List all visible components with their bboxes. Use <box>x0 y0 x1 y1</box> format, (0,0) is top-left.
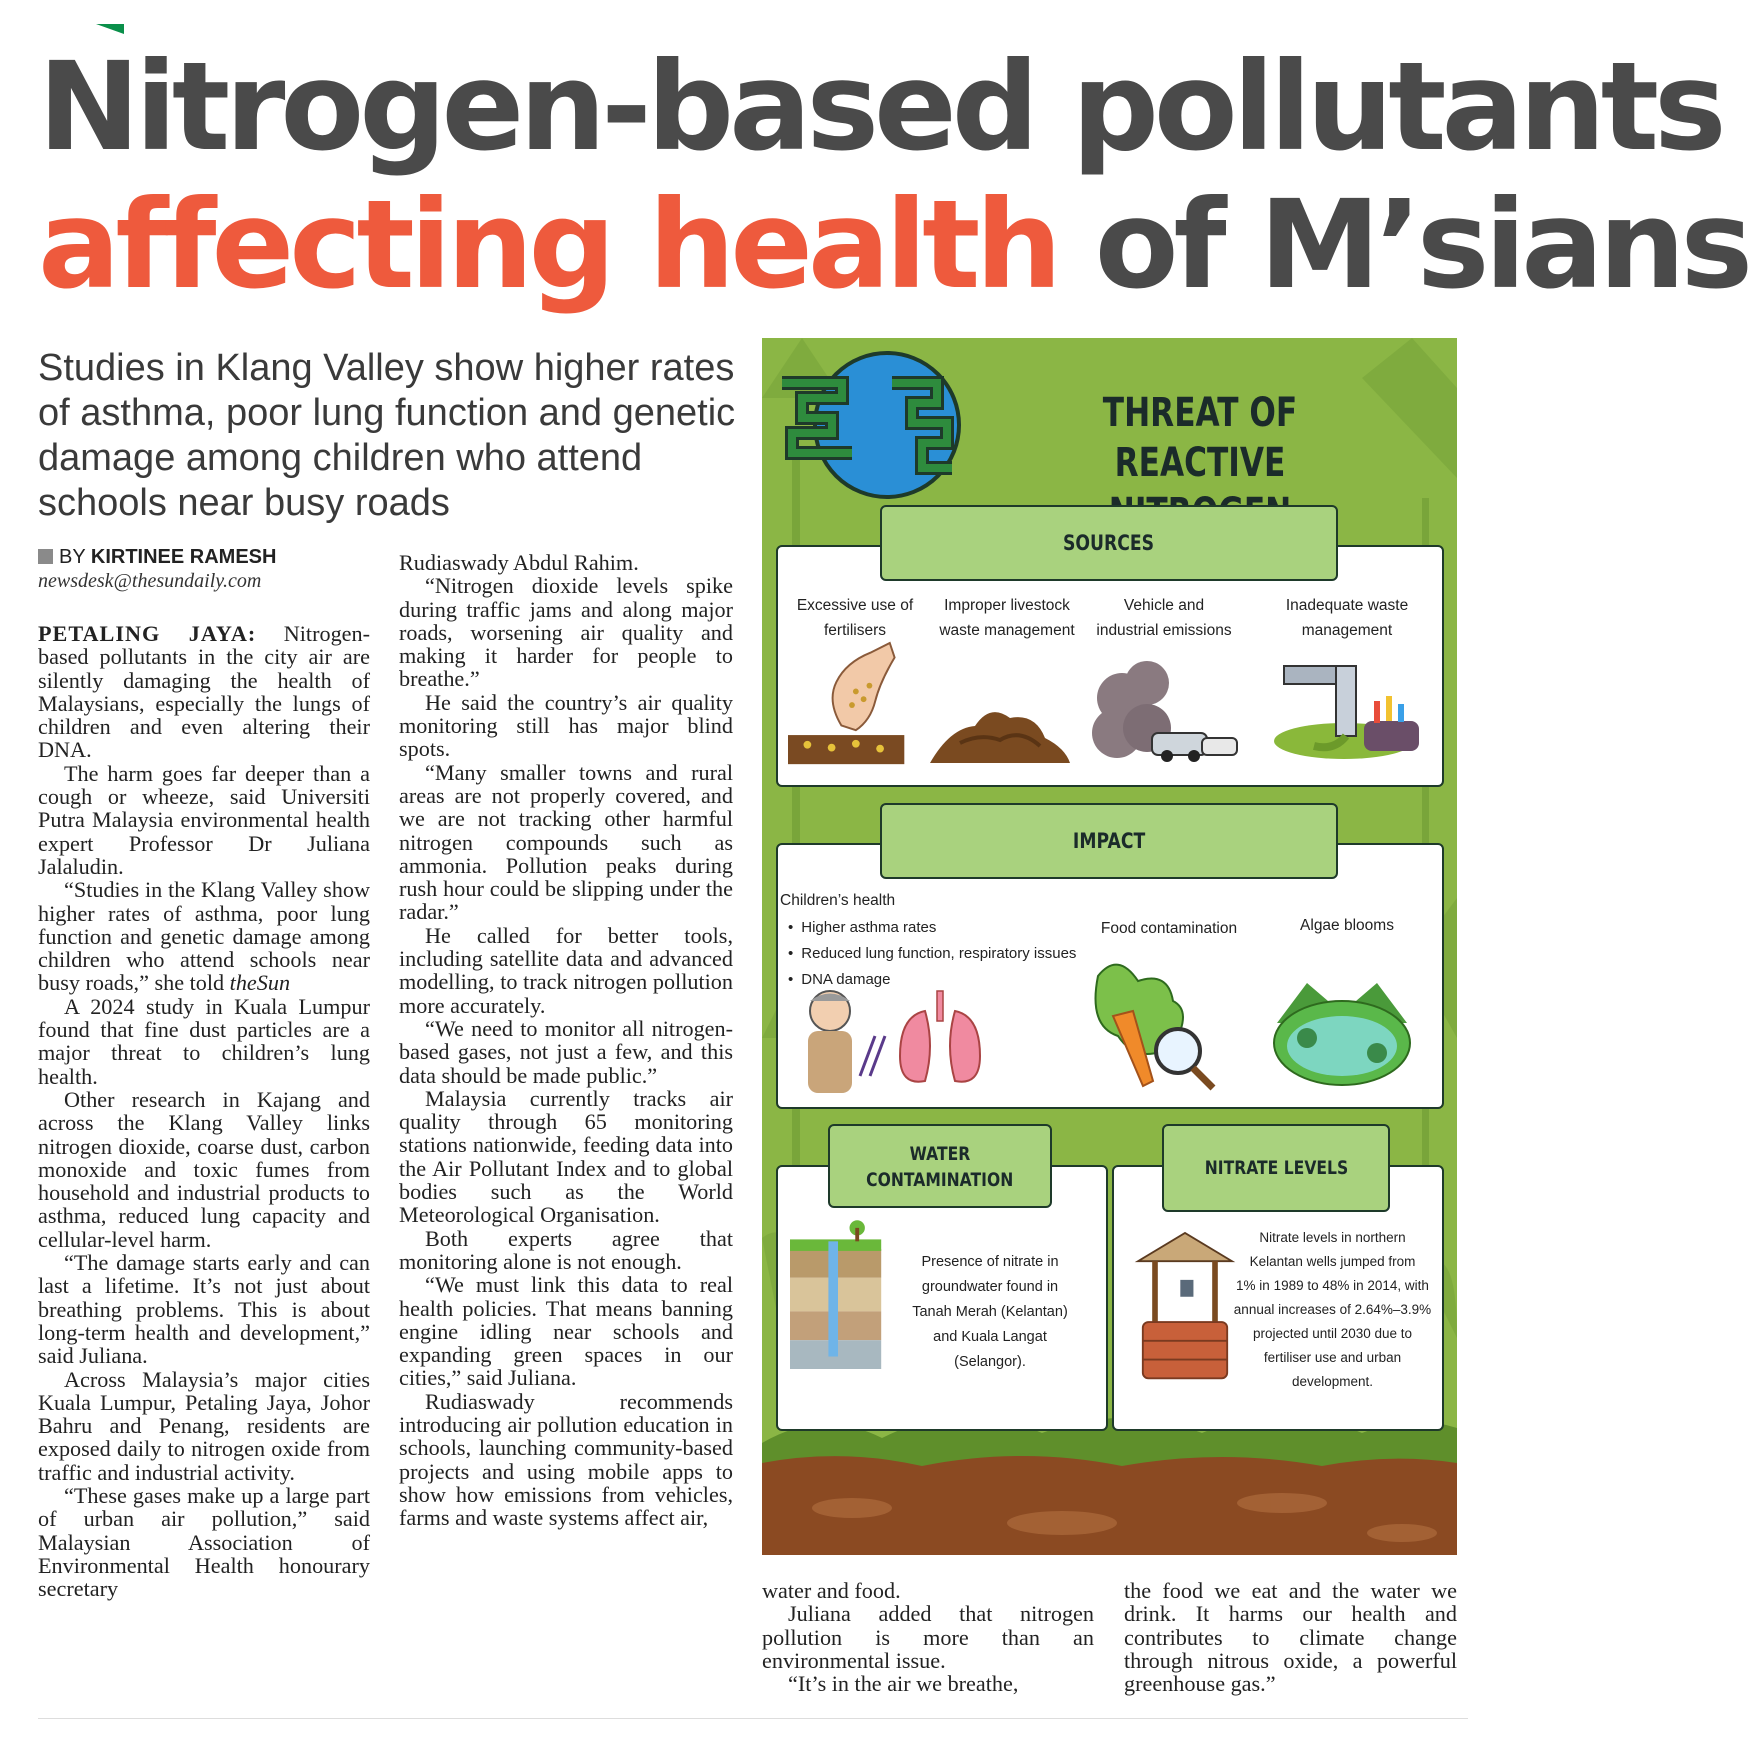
dateline: PETALING JAYA: <box>38 621 257 646</box>
article-paragraph <box>38 878 370 994</box>
sick-child-lungs-icon <box>800 986 1000 1096</box>
article-paragraph: Across Malaysia’s major cities Kuala Lumpur, Petaling Jaya, Johor Bahru and Penang, residents are exposed daily to nitrogen oxide from traffic and industrial activity. <box>38 1366 370 1485</box>
subheadline: Studies in Klang Valley show higher rates of asthma, poor lung function and genetic damage among children who attend schools near busy roads <box>38 347 736 524</box>
byline-author: KIRTINEE RAMESH <box>90 546 277 568</box>
headline-tail: of M’sians <box>1057 174 1748 316</box>
article-paragraph: Both experts agree that monitoring alone is not enough. <box>399 1225 733 1274</box>
article-paragraph: “The damage starts early and can last a lifetime. It’s not just about breathing problems. This is about long-term health and development,” said Juliana. <box>38 1250 370 1369</box>
article-paragraph: Other research in Kajang and across the Klang Valley links nitrogen dioxide, coarse dust, carbon monoxide and toxic fumes from household and industrial products to asthma, reduced lung capacity and cellular-level harm. <box>38 1086 370 1252</box>
article-paragraph: “We must link this data to real health policies. That means banning engine idling near schools and expanding green spaces in our cities,” said Juliana. <box>399 1272 733 1391</box>
earth-globe-icon <box>772 343 957 503</box>
article-paragraph: “It’s in the air we breathe, <box>788 1671 1019 1697</box>
groundwater-layers-icon <box>790 1218 886 1376</box>
water-contamination-text: Presence of nitrate in groundwater found in Tanah Merah (Kelantan) and Kuala Langat (Selangor). <box>912 1254 1068 1370</box>
article-paragraph: He called for better tools, including satellite data and advanced modelling, to track nitrogen pollution more accurately. <box>399 922 733 1018</box>
childrens-health-label: Children’s health <box>780 892 896 909</box>
article-column-3 <box>762 1579 1094 1695</box>
article-column-4 <box>1124 1579 1457 1695</box>
nitrate-levels-text: Nitrate levels in northern Kelantan wells jumped from 1% in 1989 to 48% in 2014, with annual increases of 2.64%–3.9% projected until 2030 due to fertiliser use and urban development. <box>1233 1230 1432 1389</box>
article-paragraph: Malaysia currently tracks air quality through 65 monitoring stations nationwide, feeding data into the Air Pollutant Index and to global bodies such as the World Meteorological Organisation. <box>399 1085 733 1228</box>
title-line-1: THREAT OF REACTIVE <box>1102 390 1298 486</box>
section-marker <box>96 24 124 34</box>
impact-heading: IMPACT <box>880 803 1338 879</box>
sources-heading: SOURCES <box>880 505 1338 581</box>
byline-square-icon <box>38 549 53 564</box>
water-well-icon <box>1137 1233 1233 1383</box>
article-paragraph: water and food. <box>762 1578 901 1603</box>
waste-pipe-icon <box>1274 656 1424 766</box>
fertiliser-hand-icon <box>788 643 914 769</box>
byline-prefix: BY <box>59 546 91 568</box>
article-paragraph: Juliana added that nitrogen pollution is more than an environmental issue. <box>762 1601 1094 1673</box>
source-fertilisers-label: Excessive use of fertilisers <box>796 597 914 639</box>
childrens-health-list <box>788 915 1076 993</box>
author-email[interactable]: newsdesk@thesundaily.com <box>38 570 262 592</box>
contaminated-vegetables-icon <box>1078 956 1218 1096</box>
article-paragraph: “We need to monitor all nitrogen-based gases, not just a few, and this data should be made public.” <box>399 1015 733 1088</box>
food-contamination-label: Food contamination <box>1100 920 1238 937</box>
article-paragraph: The harm goes far deeper than a cough or wheeze, said Universiti Putra Malaysia environmental health expert Professor Dr Juliana Jalaludin. <box>38 760 370 879</box>
list-item: • DNA damage <box>788 967 1076 993</box>
source-emissions-label: Vehicle and industrial emissions <box>1096 597 1232 639</box>
article-column-2 <box>399 551 733 1529</box>
infographic <box>762 338 1457 1555</box>
headline-line-1: Nitrogen-based pollutants <box>38 36 1722 178</box>
article-paragraph: “Nitrogen dioxide levels spike during traffic jams and along major roads, worsening air quality and making it harder for people to breathe.” <box>399 573 733 692</box>
quote-text: “Studies in the Klang Valley show higher rates of asthma, poor lung function and genetic damage among children who attend schools near busy roads,” she told <box>38 877 370 996</box>
headline-highlight: affecting health <box>38 174 1058 316</box>
list-item: • Higher asthma rates <box>788 915 1076 941</box>
smoke-cars-icon <box>1092 658 1242 768</box>
source-waste-label: Inadequate waste management <box>1285 597 1409 639</box>
algae-blooms-label: Algae blooms <box>1300 917 1394 934</box>
list-item: • Reduced lung function, respiratory issues <box>788 941 1076 967</box>
article-paragraph: A 2024 study in Kuala Lumpur found that fine dust particles are a major threat to children’s lung health. <box>38 993 370 1089</box>
manure-pile-icon <box>930 698 1070 768</box>
nitrate-levels-heading: NITRATE LEVELS <box>1162 1124 1390 1212</box>
lead-text: Nitrogen-based pollutants in the city air are silently damaging the health of Malaysians, especially the lungs of children and even altering their DNA. <box>38 621 371 763</box>
publication-name: theSun <box>229 970 291 996</box>
article-paragraph: He said the country’s air quality monitoring still has major blind spots. <box>399 689 733 762</box>
bottom-divider <box>38 1718 1468 1719</box>
headline-line-2 <box>38 174 1748 316</box>
headline <box>38 36 1748 316</box>
source-livestock-label: Improper livestock waste management <box>939 597 1075 639</box>
water-contamination-heading: WATER CONTAMINATION <box>828 1124 1052 1208</box>
article-paragraph: “These gases make up a large part of urban air pollution,” said Malaysian Association of Environmental Health honourary secretary <box>38 1482 370 1602</box>
algae-bloom-icon <box>1272 978 1412 1088</box>
article-paragraph: Rudiaswady Abdul Rahim. <box>399 550 639 575</box>
byline <box>38 546 276 569</box>
article-paragraph: “Many smaller towns and rural areas are not properly covered, and we are not tracking other harmful nitrogen compounds such as ammonia. Pollution peaks during rush hour could be slipping under the radar.” <box>399 759 733 925</box>
article-paragraph: the food we eat and the water we drink. It harms our health and contributes to climate change through nitrous oxide, a powerful greenhouse gas.” <box>1124 1578 1457 1697</box>
article-lead <box>38 622 370 762</box>
article-column-1 <box>38 622 370 1600</box>
article-paragraph: Rudiaswady recommends introducing air pollution education in schools, launching community-based projects and using mobile apps to show how emissions from vehicles, farms and waste systems affect air, <box>399 1388 733 1531</box>
